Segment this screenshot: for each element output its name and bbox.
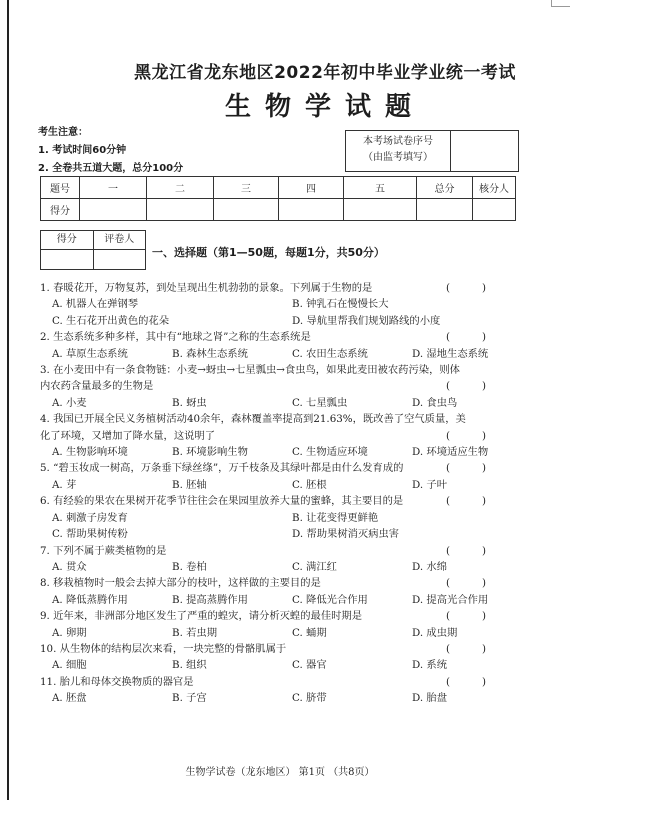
score-header-cell: 二 [147, 177, 214, 199]
option: B. 森林生态系统 [172, 347, 248, 360]
serial-note: （由监考填写） [363, 152, 433, 163]
grader-box [40, 230, 146, 270]
option: B. 提高蒸腾作用 [172, 593, 248, 606]
grader-score-field[interactable] [41, 250, 94, 269]
option: B. 卷柏 [172, 560, 207, 573]
question-item [40, 411, 520, 460]
question-item [40, 460, 520, 493]
score-header-cell: 核分人 [473, 177, 516, 199]
question-stem: 3. 在小麦田中有一条食物链：小麦→蚜虫→七星瓢虫→食虫鸟，如果此麦田被农药污染，则体内农药含量最多的生物是 [40, 364, 460, 393]
score-cell[interactable] [147, 199, 214, 221]
score-table-row [41, 199, 516, 221]
option: B. 蚜虫 [172, 396, 207, 409]
option: A. 卵期 [52, 626, 87, 639]
option: C. 帮助果树传粉 [52, 528, 128, 541]
question-item [40, 608, 520, 641]
notice-item: 1. 考试时间60分钟 [38, 145, 127, 156]
answer-bracket[interactable]: () [445, 544, 518, 557]
option: D. 食虫鸟 [412, 396, 458, 409]
answer-bracket[interactable]: () [445, 380, 518, 393]
option: B. 钟乳石在慢慢长大 [292, 298, 389, 311]
score-header-cell: 五 [344, 177, 417, 199]
option: B. 组织 [172, 659, 207, 672]
question-item [40, 493, 520, 542]
page-footer: 生物学试卷（龙东地区） 第1页 （共8页） [185, 767, 375, 778]
answer-bracket[interactable]: () [445, 331, 518, 344]
binding-line [7, 0, 9, 800]
option: A. 草原生态系统 [52, 347, 128, 360]
answer-bracket[interactable]: () [445, 462, 518, 475]
option: D. 胎盘 [412, 692, 448, 705]
option: A. 生物影响环境 [52, 446, 128, 459]
score-header-cell: 一 [80, 177, 147, 199]
candidate-notice [38, 124, 183, 178]
option: A. 芽 [52, 478, 77, 491]
serial-number-box [345, 130, 519, 172]
score-cell[interactable] [279, 199, 344, 221]
score-header-cell: 总分 [417, 177, 473, 199]
option: D. 子叶 [412, 478, 448, 491]
question-stem: 9. 近年来，非洲部分地区发生了严重的蝗灾，请分析灭蝗的最佳时期是 [40, 610, 363, 623]
option: C. 满江红 [292, 560, 337, 573]
option: C. 蛹期 [292, 626, 327, 639]
option: D. 湿地生态系统 [412, 347, 489, 360]
option: D. 水绵 [412, 560, 448, 573]
option: C. 胚根 [292, 478, 327, 491]
score-header-cell: 题号 [41, 177, 80, 199]
question-stem: 11. 胎儿和母体交换物质的器官是 [40, 675, 194, 688]
question-item [40, 575, 520, 608]
score-header-cell: 三 [214, 177, 279, 199]
score-cell[interactable] [80, 199, 147, 221]
question-stem: 10. 从生物体的结构层次来看，一块完整的骨骼肌属于 [40, 642, 287, 655]
option: B. 若虫期 [172, 626, 218, 639]
option: D. 环境适应生物 [412, 446, 489, 459]
option: A. 降低蒸腾作用 [52, 593, 128, 606]
answer-bracket[interactable]: () [445, 495, 518, 508]
question-list [40, 280, 520, 707]
answer-bracket[interactable]: () [445, 577, 518, 590]
score-table-header [41, 177, 516, 199]
question-item [40, 674, 520, 707]
serial-number-field[interactable] [451, 131, 518, 171]
question-stem: 4. 我国已开展全民义务植树活动40余年，森林覆盖率提高到21.63%，既改善了空气质量，美化了环境，又增加了降水量，这说明了 [40, 413, 466, 442]
grader-name-label: 评卷人 [104, 234, 135, 245]
score-header-cell: 四 [279, 177, 344, 199]
score-cell[interactable] [344, 199, 417, 221]
option: B. 让花变得更鲜艳 [292, 511, 379, 524]
corner-mark [551, 0, 570, 7]
answer-bracket[interactable]: () [445, 675, 518, 688]
question-item [40, 641, 520, 674]
question-item [40, 362, 520, 411]
question-stem: 7. 下列不属于蕨类植物的是 [40, 544, 167, 557]
option: A. 细胞 [52, 659, 87, 672]
score-cell[interactable] [417, 199, 473, 221]
question-stem: 2. 生态系统多种多样，其中有“地球之肾”之称的生态系统是 [40, 331, 311, 344]
option: C. 生石花开出黄色的花朵 [52, 314, 170, 327]
answer-bracket[interactable]: () [445, 282, 518, 294]
question-item [40, 543, 520, 576]
option: C. 脐带 [292, 692, 327, 705]
answer-bracket[interactable]: () [445, 610, 518, 623]
option: A. 刺激子房发育 [52, 511, 128, 524]
answer-bracket[interactable]: () [445, 642, 518, 655]
question-stem: 6. 有经验的果农在果树开花季节往往会在果园里放养大量的蜜蜂，其主要目的是 [40, 495, 404, 508]
score-row-label: 得分 [41, 199, 80, 221]
subject-title: 生物学试题 [224, 92, 425, 122]
option: C. 七星瓢虫 [292, 396, 348, 409]
option: C. 降低光合作用 [292, 593, 368, 606]
option: D. 系统 [412, 659, 448, 672]
option: A. 机器人在弹钢琴 [52, 298, 139, 311]
notice-heading: 考生注意： [38, 127, 88, 138]
option: D. 导航里帮我们规划路线的小度 [292, 314, 441, 327]
notice-item: 2. 全卷共五道大题，总分100分 [38, 163, 184, 174]
option: D. 提高光合作用 [412, 593, 489, 606]
option: B. 子宫 [172, 692, 207, 705]
score-table [40, 176, 516, 221]
option: A. 胚盘 [52, 692, 87, 705]
score-cell[interactable] [214, 199, 279, 221]
option: C. 农田生态系统 [292, 347, 368, 360]
option: A. 小麦 [52, 396, 87, 409]
question-stem: 1. 春暖花开，万物复苏，到处呈现出生机勃勃的景象。下列属于生物的是 [40, 282, 373, 294]
section-heading: 一、选择题（第1—50题，每题1分，共50分） [152, 246, 385, 259]
option: C. 器官 [292, 659, 327, 672]
option: B. 环境影响生物 [172, 446, 248, 459]
score-cell[interactable] [473, 199, 516, 221]
grader-name-field[interactable] [94, 250, 146, 269]
serial-label: 本考场试卷序号 [363, 136, 433, 147]
option: A. 贯众 [52, 560, 87, 573]
question-item [40, 329, 520, 362]
option: C. 生物适应环境 [292, 446, 368, 459]
question-item [40, 280, 520, 329]
option: B. 胚轴 [172, 478, 207, 491]
answer-bracket[interactable]: () [445, 429, 518, 442]
question-stem: 8. 移栽植物时一般会去掉大部分的枝叶，这样做的主要目的是 [40, 577, 321, 590]
question-stem: 5. “碧玉妆成一树高，万条垂下绿丝绦”，万千枝条及其绿叶都是由什么发育成的 [40, 462, 404, 475]
option: D. 成虫期 [412, 626, 458, 639]
option: D. 帮助果树消灭病虫害 [292, 528, 400, 541]
exam-title: 黑龙江省龙东地区2022年初中毕业学业统一考试 [134, 63, 516, 83]
grader-score-label: 得分 [41, 231, 94, 249]
